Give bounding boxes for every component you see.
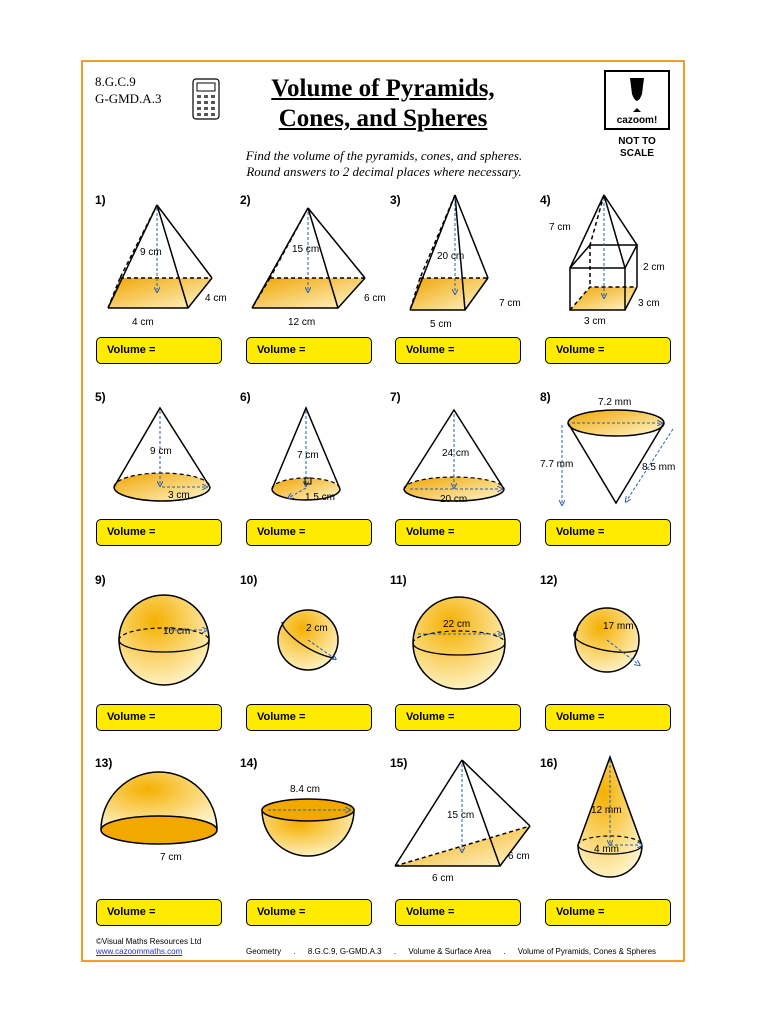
dimension-label: 7.2 mm — [598, 397, 632, 408]
dimension-label: 9 cm — [150, 446, 172, 457]
dimension-label: 12 cm — [288, 317, 316, 328]
cone-figure-7 — [404, 410, 504, 505]
dimension-label: 8.5 mm — [642, 462, 676, 473]
hemisphere-figure-13 — [101, 772, 217, 863]
footer-item: . — [293, 947, 296, 956]
answer-box-3[interactable]: Volume = — [395, 337, 521, 364]
dimension-label: 20 cm — [437, 251, 465, 262]
footer-item: Geometry — [246, 947, 282, 956]
answer-box-15[interactable]: Volume = — [395, 899, 521, 926]
answer-box-7[interactable]: Volume = — [395, 519, 521, 546]
dimension-label: 5 cm — [430, 319, 452, 330]
cone-figure-8 — [540, 397, 675, 503]
dimension-label: 20 cm — [440, 494, 468, 505]
dimension-label: 3 cm — [638, 298, 660, 309]
problem-number: 8) — [540, 390, 551, 404]
answer-box-13[interactable]: Volume = — [96, 899, 222, 926]
problem-number: 16) — [540, 756, 558, 770]
sphere-figure-12 — [574, 608, 639, 672]
dimension-label: 7 cm — [499, 298, 521, 309]
dimension-label: 9 cm — [140, 247, 162, 258]
logo-text: cazoom! — [616, 115, 658, 126]
cone-figure-6 — [272, 408, 340, 503]
footer-credit — [96, 937, 201, 957]
dimension-label: 6 cm — [508, 851, 530, 862]
problem-number: 3) — [390, 193, 401, 207]
dimension-label: 1.5 cm — [305, 492, 336, 503]
answer-box-4[interactable]: Volume = — [545, 337, 671, 364]
problem-number: 5) — [95, 390, 106, 404]
instruction-line: Find the volume of the pyramids, cones, and spheres. — [245, 148, 523, 163]
problem-number: 13) — [95, 756, 113, 770]
dimension-label: 24 cm — [442, 448, 470, 459]
sphere-figure-10 — [278, 610, 338, 670]
answer-box-9[interactable]: Volume = — [96, 704, 222, 731]
composite-figure-4 — [549, 195, 665, 327]
title-line: Cones, and Spheres — [278, 105, 488, 132]
answer-box-6[interactable]: Volume = — [246, 519, 372, 546]
dimension-label: 2 cm — [306, 623, 328, 634]
pyramid-figure-3 — [410, 195, 521, 330]
problem-number: 7) — [390, 390, 401, 404]
answer-box-16[interactable]: Volume = — [545, 899, 671, 926]
dimension-label: 15 cm — [447, 810, 475, 821]
pyramid-figure-2 — [252, 208, 386, 328]
dimension-label: 4 mm — [594, 844, 619, 855]
dimension-label: 2 cm — [643, 262, 665, 273]
problem-number: 14) — [240, 756, 258, 770]
problem-number: 2) — [240, 193, 251, 207]
problem-number: 15) — [390, 756, 408, 770]
dimension-label: 8.4 cm — [290, 784, 321, 795]
dimension-label: 22 cm — [443, 619, 471, 630]
sphere-figure-9 — [119, 595, 209, 685]
dimension-label: 7.7 mm — [540, 459, 574, 470]
problem-number: 1) — [95, 193, 106, 207]
website-link[interactable]: www.cazoommaths.com — [96, 947, 183, 956]
answer-box-11[interactable]: Volume = — [395, 704, 521, 731]
dimension-label: 7 cm — [549, 222, 571, 233]
note-line: SCALE — [620, 148, 654, 159]
problem-number: 10) — [240, 573, 258, 587]
standard-code: G-GMD.A.3 — [95, 91, 162, 106]
dimension-label: 15 cm — [292, 244, 320, 255]
sphere-figure-11 — [413, 597, 505, 689]
dimension-label: 4 cm — [132, 317, 154, 328]
problem-number: 6) — [240, 390, 251, 404]
copyright: ©Visual Maths Resources Ltd — [96, 937, 202, 946]
pyramid-figure-15 — [395, 760, 530, 884]
answer-box-5[interactable]: Volume = — [96, 519, 222, 546]
dimension-label: 3 cm — [168, 490, 190, 501]
dimension-label: 4 cm — [205, 293, 227, 304]
dimension-label: 17 mm — [603, 621, 634, 632]
answer-box-8[interactable]: Volume = — [545, 519, 671, 546]
standard-code: 8.G.C.9 — [95, 74, 136, 89]
problem-number: 12) — [540, 573, 558, 587]
problem-number: 9) — [95, 573, 106, 587]
dimension-label: 6 cm — [364, 293, 386, 304]
footer-item: . — [393, 947, 397, 956]
composite-figure-16 — [578, 757, 642, 877]
instruction-line: Round answers to 2 decimal places where necessary. — [246, 164, 522, 179]
dimension-label: 7 cm — [297, 450, 319, 461]
note-line: NOT TO — [618, 136, 656, 147]
pyramid-figure-1 — [108, 205, 227, 328]
footer-tags — [246, 947, 666, 956]
answer-box-2[interactable]: Volume = — [246, 337, 372, 364]
dimension-label: 7 cm — [160, 852, 182, 863]
footer-item: . — [503, 947, 506, 956]
answer-box-12[interactable]: Volume = — [545, 704, 671, 731]
dimension-label: 3 cm — [584, 316, 606, 327]
hemisphere-figure-14 — [262, 784, 354, 856]
title-line: Volume of Pyramids, — [271, 75, 495, 102]
dimension-label: 6 cm — [432, 873, 454, 884]
answer-box-14[interactable]: Volume = — [246, 899, 372, 926]
cone-figure-5 — [114, 408, 210, 501]
footer-item: Volume of Pyramids, Cones & Spheres — [517, 947, 657, 956]
answer-box-10[interactable]: Volume = — [246, 704, 372, 731]
dimension-label: 10 cm — [163, 626, 191, 637]
answer-box-1[interactable]: Volume = — [96, 337, 222, 364]
problem-number: 11) — [390, 573, 407, 587]
dimension-label: 12 mm — [591, 805, 622, 816]
footer-item: Volume & Surface Area — [408, 947, 492, 956]
footer-item: 8.G.C.9, G-GMD.A.3 — [307, 947, 382, 956]
problem-number: 4) — [540, 193, 551, 207]
